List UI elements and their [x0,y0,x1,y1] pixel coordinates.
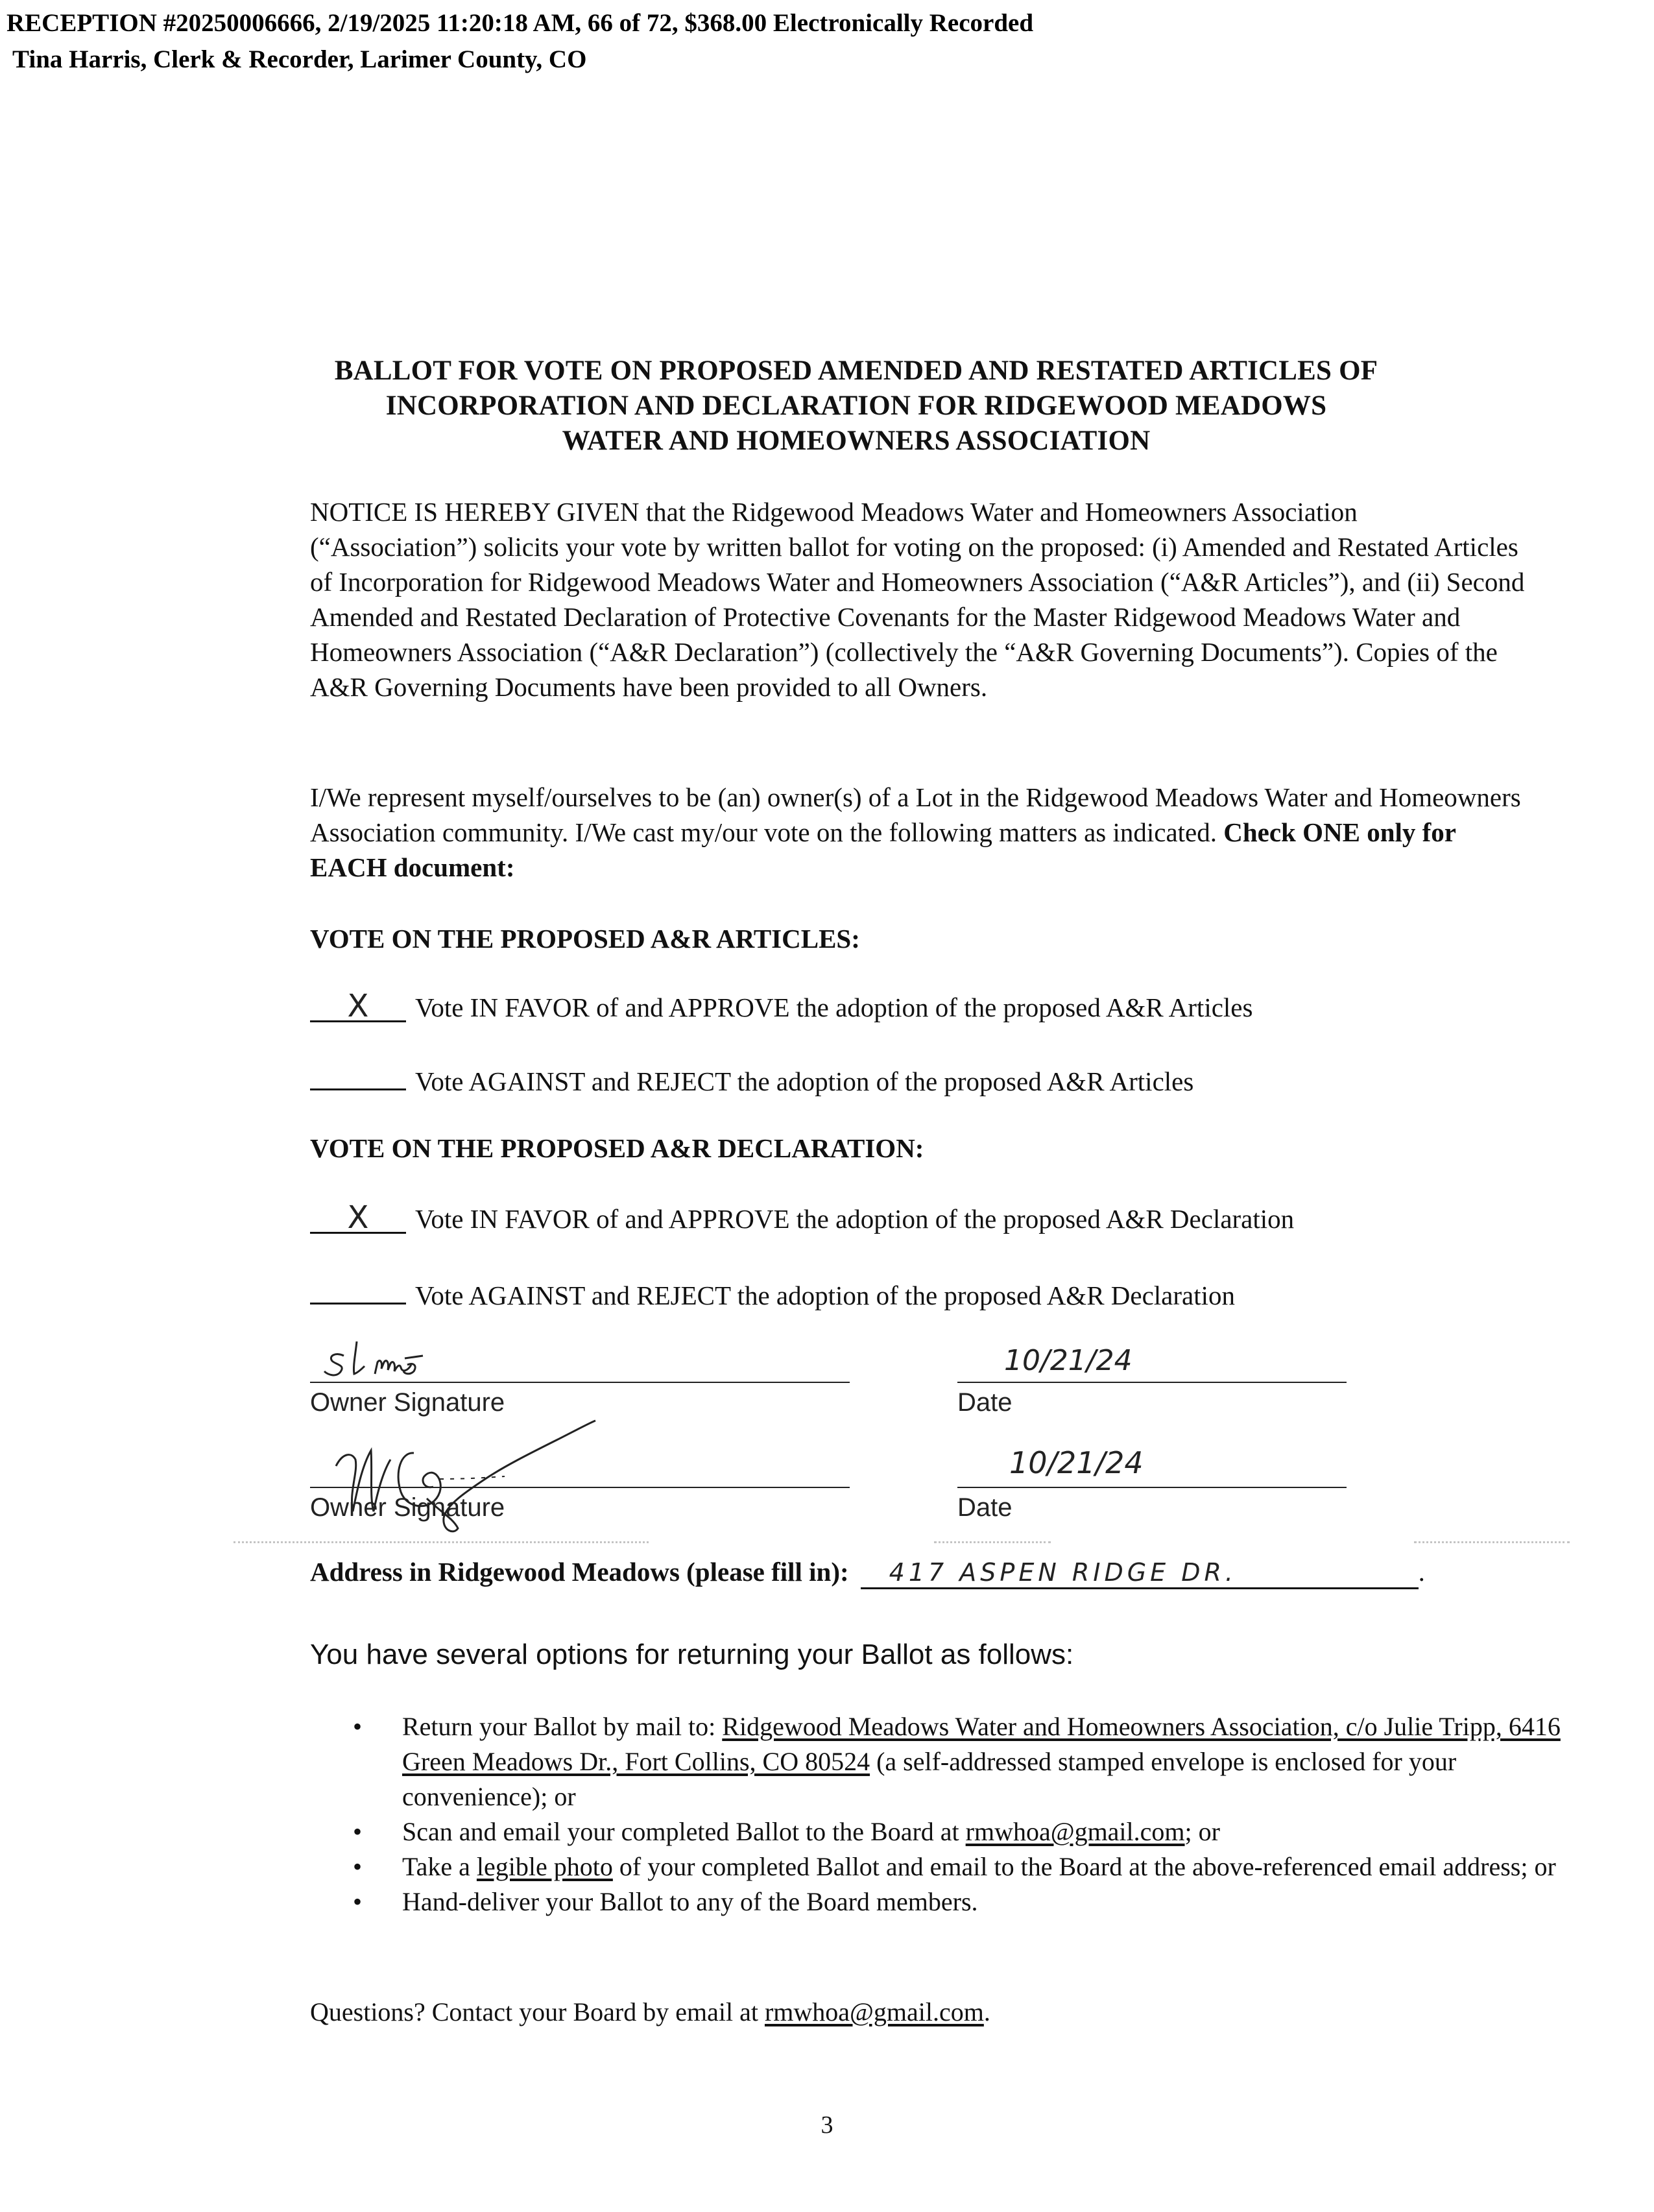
questions-email-link[interactable]: rmwhoa@gmail.com [764,1997,984,2026]
declaration-favor-label: Vote IN FAVOR of and APPROVE the adoption of the proposed A&R Declaration [415,1204,1295,1234]
declaration-favor-checkbox[interactable]: X [310,1203,406,1234]
date-2-value[interactable]: 10/21/24 [1009,1445,1144,1480]
ballot-title [305,354,1408,459]
address-input[interactable]: 417 ASPEN RIDGE DR. [861,1557,1419,1589]
return-options-list [337,1709,1589,1919]
option-email [402,1814,1589,1849]
legible-photo-text: legible photo [476,1852,613,1881]
scan-artifact-left [234,1541,649,1543]
recording-header [6,5,1033,78]
representation-paragraph [310,780,1529,885]
questions-prefix: Questions? Contact your Board by email at [310,1997,765,2026]
owner-signature-1-label: Owner Signature [310,1388,505,1417]
ballot-title-line3: WATER AND HOMEOWNERS ASSOCIATION [562,426,1151,456]
mail-address-link[interactable]: Ridgewood Meadows Water and Homeowners Association, c/o Julie Tripp, 6416 Green Meadows Dr., Fort Collins, CO 80524 [402,1712,1561,1776]
declaration-against-checkbox[interactable] [310,1274,406,1304]
articles-vote-heading: VOTE ON THE PROPOSED A&R ARTICLES: [310,924,860,954]
ballot-title-line1: BALLOT FOR VOTE ON PROPOSED AMENDED AND RESTATED ARTICLES OF [334,355,1378,386]
owner-signature-2-label: Owner Signature [310,1493,505,1522]
date-1-line [957,1382,1347,1383]
option-email-suffix: ; or [1184,1817,1220,1846]
notice-paragraph [310,494,1529,704]
option-mail-suffix: (a self-addressed stamped envelope is enclosed for your convenience); or [402,1747,1457,1811]
date-2-line [957,1487,1347,1488]
articles-favor-checkbox[interactable]: X [310,992,406,1022]
option-photo-prefix: Take a [402,1852,477,1881]
date-1-value[interactable]: 10/21/24 [1004,1344,1133,1377]
questions-line [310,1995,990,2030]
option-mail-prefix: Return your Ballot by mail to: [402,1712,723,1741]
recording-header-line1: RECEPTION #20250006666, 2/19/2025 11:20:18 AM, 66 of 72, $368.00 Electronically Recorded [6,9,1034,37]
option-photo-suffix: of your completed Ballot and email to the Board at the above-referenced email address; or [612,1852,1556,1881]
declaration-favor-row [310,1201,1294,1236]
owner-signature-2-line [310,1487,850,1488]
questions-suffix: . [983,1997,990,2026]
address-label: Address in Ridgewood Meadows (please fill in): [310,1557,849,1587]
recording-header-line2: Tina Harris, Clerk & Recorder, Larimer County, CO [6,45,587,73]
scan-artifact-right [1414,1541,1570,1543]
option-mail [402,1709,1589,1814]
address-row [310,1554,1425,1589]
articles-against-row [310,1060,1193,1099]
declaration-against-row [310,1274,1235,1313]
option-hand-deliver: • Hand-deliver your Ballot to any of the Board members. [402,1884,1589,1919]
articles-against-checkbox[interactable] [310,1060,406,1090]
page-number: 3 [821,2111,833,2139]
notice-text: NOTICE IS HEREBY GIVEN that the Ridgewood Meadows Water and Homeowners Association (“Association”) solicits your vote by written ballot for voting on the proposed: (i) Amended and Restated Articles of Incorporation for Ridgewood Meadows Water and Homeowners Association (“A&R Articles”), and (ii) Second Amended and Restated Declaration of Protective Covenants for the Master Ridgewood Meadows Water and Homeowners Association (“A&R Declaration”) (collectively the “A&R Governing Documents”). Copies of the A&R Governing Documents have been provided to all Owners. [310,497,1525,702]
scan-artifact-middle [934,1541,1051,1543]
option-email-prefix: Scan and email your completed Ballot to the Board at [402,1817,966,1846]
ballot-title-line2: INCORPORATION AND DECLARATION FOR RIDGEWOOD MEADOWS [385,391,1327,421]
date-2-label: Date [957,1493,1013,1522]
return-options-intro: You have several options for returning your Ballot as follows: [310,1639,1074,1670]
owner-signature-1-line [310,1382,850,1383]
declaration-against-label: Vote AGAINST and REJECT the adoption of the proposed A&R Declaration [415,1280,1236,1310]
board-email-link[interactable]: rmwhoa@gmail.com [965,1817,1185,1846]
address-end-punct: . [1418,1557,1425,1587]
owner-signature-1-image [310,1336,544,1382]
declaration-vote-heading: VOTE ON THE PROPOSED A&R DECLARATION: [310,1133,924,1163]
representation-text: I/We represent myself/ourselves to be (an) owner(s) of a Lot in the Ridgewood Meadows Water and Homeowners Association community. I/We cast my/our vote on the following matters as indicated. [310,782,1521,847]
articles-against-label: Vote AGAINST and REJECT the adoption of the proposed A&R Articles [415,1066,1194,1096]
articles-favor-row [310,990,1252,1025]
articles-favor-label: Vote IN FAVOR of and APPROVE the adoption of the proposed A&R Articles [415,992,1253,1022]
representation-instruction: Check ONE only for EACH document: [310,817,1456,882]
representation-body [310,780,1529,885]
option-photo [402,1849,1589,1884]
date-1-label: Date [957,1388,1013,1417]
